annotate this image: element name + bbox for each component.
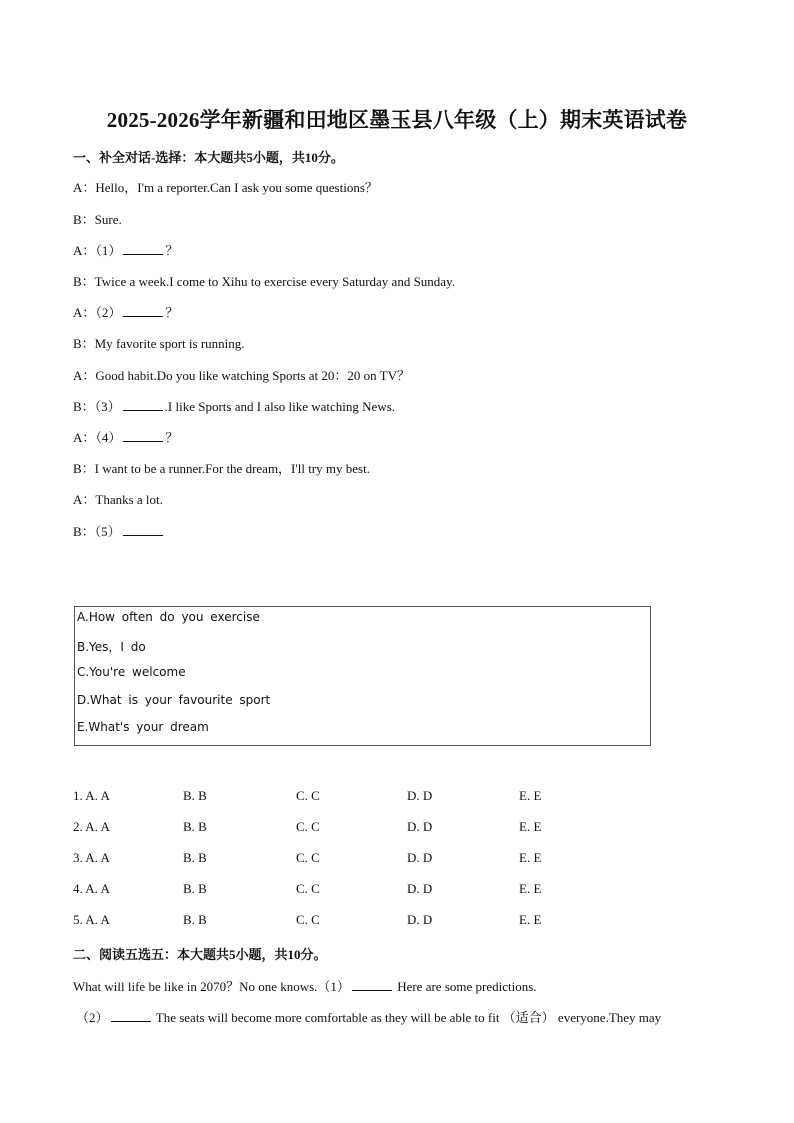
passage-text: （2） bbox=[76, 1010, 109, 1025]
section-2-heading: 二、阅读五选五：本大题共5小题，共10分。 bbox=[73, 947, 327, 962]
passage-text: Here are some predictions. bbox=[393, 979, 537, 994]
dialogue-line bbox=[73, 489, 163, 508]
dialogue-text: A：（2） bbox=[73, 305, 122, 320]
dialogue-text: A：（1） bbox=[73, 243, 122, 258]
answer-row bbox=[73, 788, 633, 806]
choice-b[interactable]: B. B bbox=[183, 881, 207, 896]
dialogue-line bbox=[73, 365, 410, 384]
dialogue-line bbox=[73, 302, 178, 321]
passage-line-1 bbox=[73, 976, 537, 995]
choice-d[interactable]: D. D bbox=[407, 819, 433, 834]
choice-b[interactable]: B. B bbox=[183, 912, 207, 927]
choice-e[interactable]: E. E bbox=[519, 788, 542, 803]
answer-row bbox=[73, 819, 633, 837]
answer-blank[interactable] bbox=[111, 1010, 151, 1022]
answer-blank[interactable] bbox=[123, 430, 163, 442]
question-number-choice[interactable]: 1. A. A bbox=[73, 788, 110, 803]
dialogue-line bbox=[73, 333, 245, 352]
dialogue-text: ？ bbox=[165, 430, 179, 445]
dialogue-line bbox=[73, 396, 395, 415]
page-title: 2025-2026学年新疆和田地区墨玉县八年级（上）期末英语试卷 bbox=[106, 108, 688, 132]
choice-e[interactable]: E. E bbox=[519, 850, 542, 865]
dialogue-line bbox=[73, 209, 122, 228]
option-b: B.Yes，I do bbox=[77, 640, 146, 654]
dialogue-text: B：I want to be a runner.For the dream，I'll try my best. bbox=[73, 461, 370, 476]
dialogue-text: A：Thanks a lot. bbox=[73, 492, 163, 507]
passage-line-2 bbox=[76, 1007, 661, 1026]
choice-d[interactable]: D. D bbox=[407, 788, 433, 803]
choice-b[interactable]: B. B bbox=[183, 819, 207, 834]
answer-blank[interactable] bbox=[123, 243, 163, 255]
choice-e[interactable]: E. E bbox=[519, 912, 542, 927]
dialogue-line bbox=[73, 427, 178, 446]
dialogue-text: B：Twice a week.I come to Xihu to exercise every Saturday and Sunday. bbox=[73, 274, 455, 289]
dialogue-line bbox=[73, 240, 178, 259]
answer-blank[interactable] bbox=[123, 305, 163, 317]
dialogue-text: .I like Sports and I also like watching News. bbox=[164, 399, 396, 414]
dialogue-text: B：（5） bbox=[73, 524, 121, 539]
question-number-choice[interactable]: 4. A. A bbox=[73, 881, 110, 896]
choice-c[interactable]: C. C bbox=[296, 819, 320, 834]
answer-blank[interactable] bbox=[352, 979, 392, 991]
dialogue-text: B：（3） bbox=[73, 399, 121, 414]
dialogue-text: B：Sure. bbox=[73, 212, 122, 227]
dialogue-line bbox=[73, 521, 165, 540]
option-c: C.You're welcome bbox=[77, 665, 186, 679]
dialogue-text: A：（4） bbox=[73, 430, 122, 445]
passage-text: The seats will become more comfortable as they will be able to fit （适合） everyone.They may bbox=[152, 1010, 662, 1025]
answer-row bbox=[73, 881, 633, 899]
choice-c[interactable]: C. C bbox=[296, 850, 320, 865]
choice-d[interactable]: D. D bbox=[407, 881, 433, 896]
choice-e[interactable]: E. E bbox=[519, 819, 542, 834]
choice-b[interactable]: B. B bbox=[183, 850, 207, 865]
dialogue-line bbox=[73, 458, 370, 477]
option-d: D.What is your favourite sport bbox=[77, 693, 271, 707]
answer-blank[interactable] bbox=[123, 524, 163, 536]
option-a: A.How often do you exercise bbox=[77, 610, 260, 624]
dialogue-line bbox=[73, 177, 378, 196]
choice-d[interactable]: D. D bbox=[407, 912, 433, 927]
answer-row bbox=[73, 912, 633, 930]
choice-e[interactable]: E. E bbox=[519, 881, 542, 896]
dialogue-text: B：My favorite sport is running. bbox=[73, 336, 245, 351]
answer-blank[interactable] bbox=[123, 399, 163, 411]
dialogue-text: ？ bbox=[165, 305, 179, 320]
choice-d[interactable]: D. D bbox=[407, 850, 433, 865]
question-number-choice[interactable]: 2. A. A bbox=[73, 819, 110, 834]
question-number-choice[interactable]: 3. A. A bbox=[73, 850, 110, 865]
dialogue-text: A：Good habit.Do you like watching Sports at 20：20 on TV？ bbox=[73, 368, 411, 383]
section-1-heading: 一、补全对话-选择：本大题共5小题，共10分。 bbox=[73, 150, 344, 165]
answer-row bbox=[73, 850, 633, 868]
question-number-choice[interactable]: 5. A. A bbox=[73, 912, 110, 927]
passage-text: What will life be like in 2070？No one knows.（1） bbox=[73, 979, 350, 994]
dialogue-text: A：Hello，I'm a reporter.Can I ask you some questions？ bbox=[73, 180, 378, 195]
choice-c[interactable]: C. C bbox=[296, 788, 320, 803]
choice-b[interactable]: B. B bbox=[183, 788, 207, 803]
choice-c[interactable]: C. C bbox=[296, 912, 320, 927]
dialogue-line bbox=[73, 271, 455, 290]
dialogue-text: ？ bbox=[165, 243, 179, 258]
choice-c[interactable]: C. C bbox=[296, 881, 320, 896]
options-box bbox=[74, 606, 651, 746]
option-e: E.What's your dream bbox=[77, 720, 209, 734]
